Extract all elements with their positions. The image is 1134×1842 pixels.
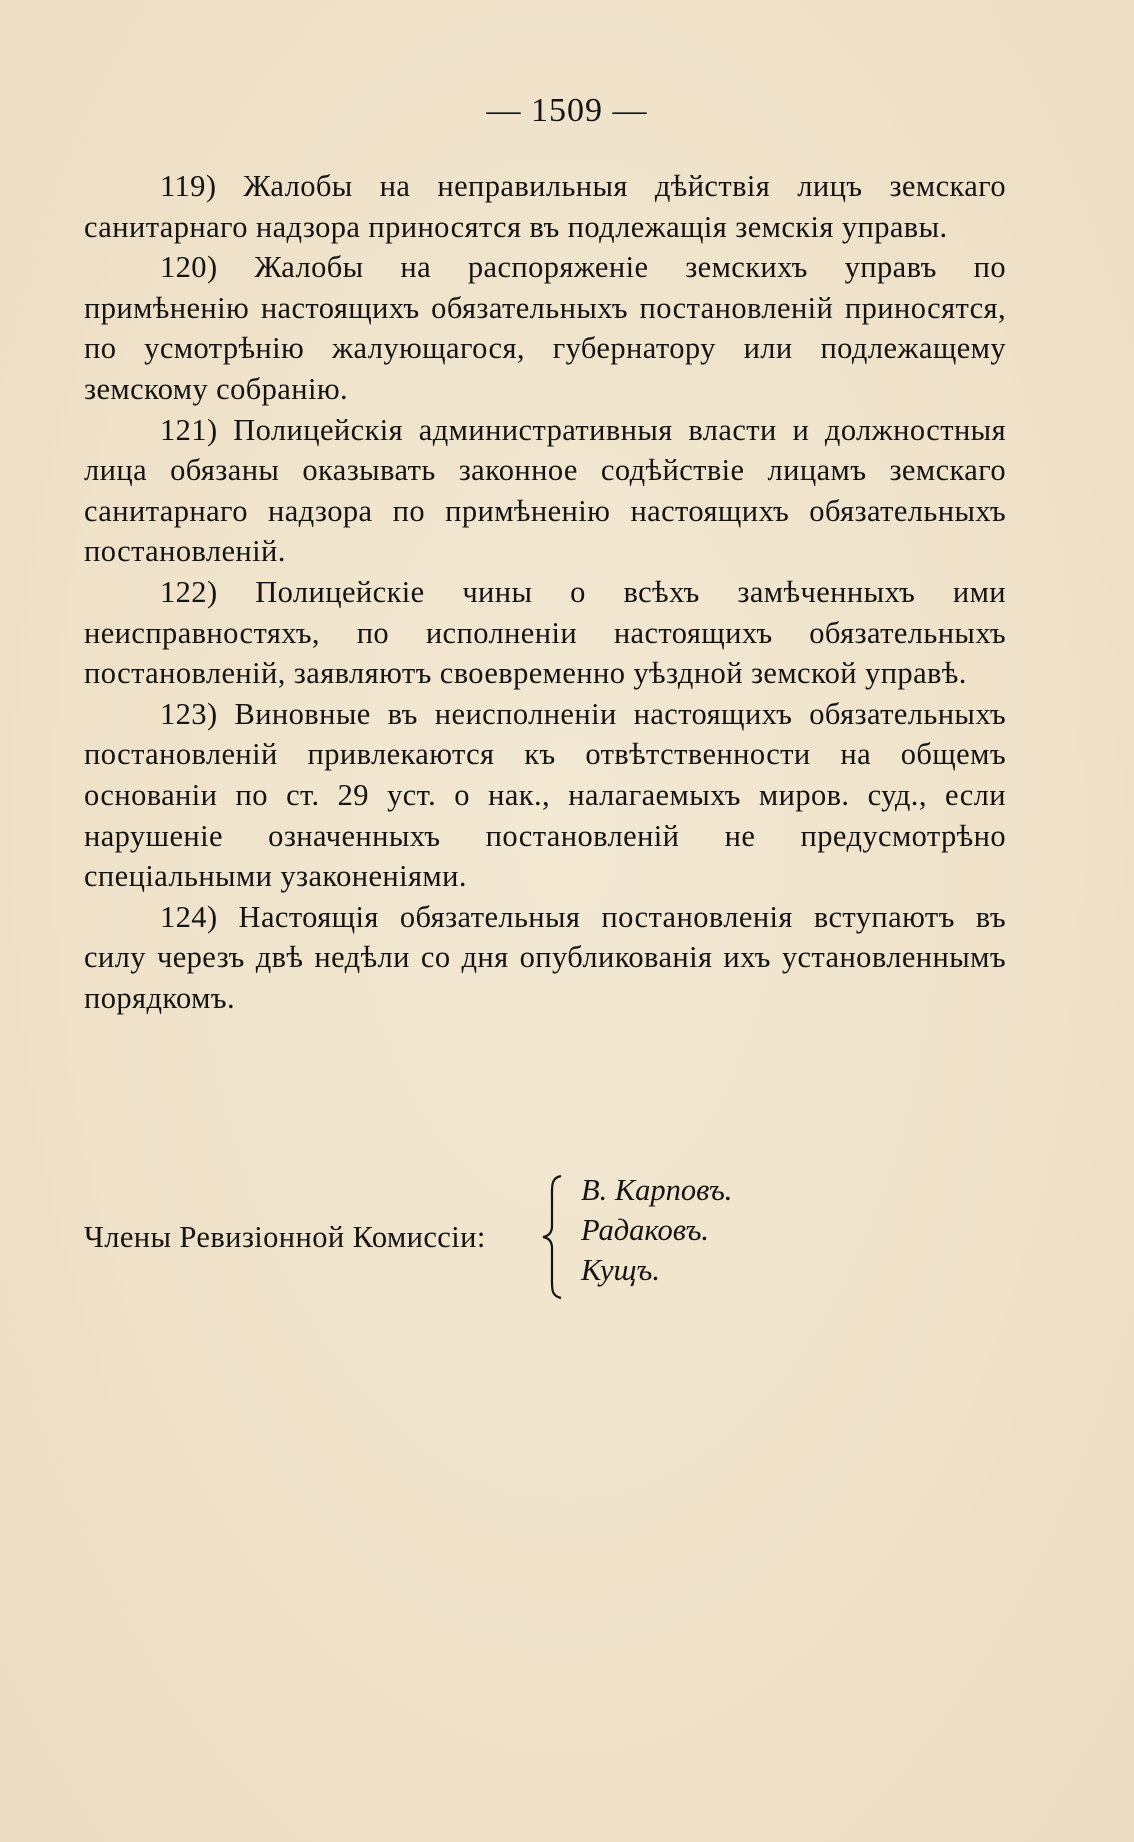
curly-brace-icon <box>541 1174 565 1300</box>
paragraph-123: 123) Виновные въ неисполненіи настоящихъ обязательныхъ постановленій привлекаются къ отвѣтственности на общемъ основаніи по ст. 29 уст. о нак., налагаемыхъ миров. суд., если нарушеніе означенныхъ постановленій не предусмотрѣно спеціальными узаконеніями. <box>84 696 1006 894</box>
signature-names <box>581 1170 732 1290</box>
page-number: — 1509 — <box>486 92 648 129</box>
signature-name: Радаковъ. <box>581 1213 710 1247</box>
signature-label: Члены Ревизіонной Комиссіи: <box>84 1220 486 1254</box>
paragraph-121: 121) Полицейскія административныя власти и должностныя лица обязаны оказывать законное содѣйствіе лицамъ земскаго санитарнаго надзора по примѣненію настоящихъ обязательныхъ постановленій. <box>84 412 1006 569</box>
signature-block <box>84 1170 1006 1300</box>
body-text <box>84 166 1006 1018</box>
paragraph-124: 124) Настоящія обязательныя постановленія вступаютъ въ силу черезъ двѣ недѣли со дня опубликованія ихъ установленнымъ порядкомъ. <box>84 899 1006 1015</box>
signature-name: В. Карповъ. <box>581 1173 733 1207</box>
paragraph-119: 119) Жалобы на неправильныя дѣйствія лицъ земскаго санитарнаго надзора приносятся въ подлежащія земскія управы. <box>84 169 1006 244</box>
paragraph-122: 122) Полицейскіе чины о всѣхъ замѣченныхъ ими неисправностяхъ, по исполненіи настоящихъ обязательныхъ постановленій, заявляютъ своевременно уѣздной земской управѣ. <box>84 574 1006 691</box>
signature-name: Кущъ. <box>581 1253 660 1287</box>
paragraph-120: 120) Жалобы на распоряженіе земскихъ управъ по примѣненію настоящихъ обязательныхъ постановленій приносятся, по усмотрѣнію жалующагося, губернатору или подлежащему земскому собранію. <box>84 250 1006 406</box>
